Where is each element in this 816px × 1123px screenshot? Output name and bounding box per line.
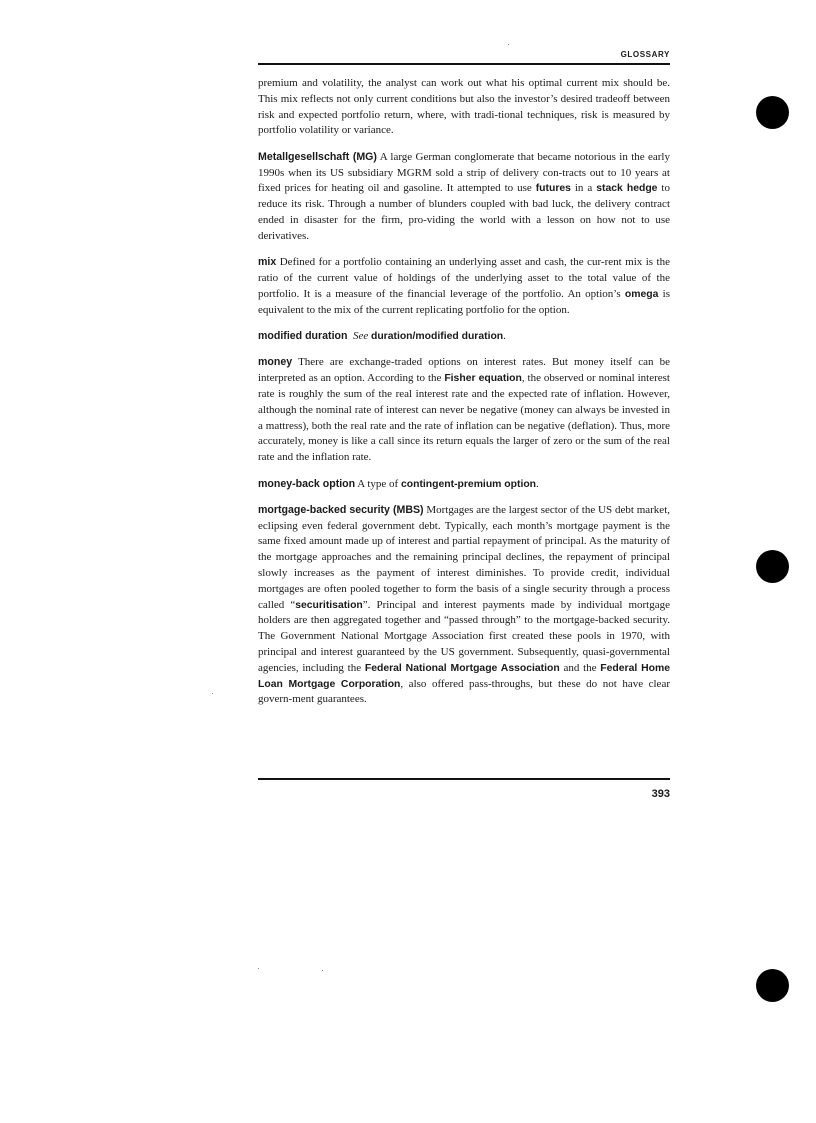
entry-text: A type of bbox=[355, 477, 401, 490]
binder-hole-top bbox=[756, 96, 789, 129]
entry-text: Mortgages are the largest sector of the US debt market, eclipsing even federal government debt. Typically, each month’s mortgage payment is the same fixed amount made up of interest and partial repayment of principal. As the maturity of the mortgage approaches and the remaining principal declines, the repayment of principal slowly increases as the payment of interest diminishes. To provide credit, individual mortgages are often pooled together to form the basis of a single security through a process called “ bbox=[258, 503, 670, 611]
entry-text: premium and volatility, the analyst can work out what his optimal current mix should be. This mix reflects not only current conditions but also the investor’s desired tradeoff between risk and expected portfolio return, where, with tradi-tional techniques, risk is measured by portfolio volatility or variance. bbox=[258, 77, 670, 137]
entry-text: Defined for a portfolio containing an underlying asset and cash, the cur-rent mix is the ratio of the current value of holdings of the underlying asset to the total value of the portfolio. It is a measure of the financial leverage of the portfolio. An option’s bbox=[258, 256, 670, 300]
entry-term: mix bbox=[258, 256, 277, 269]
cross-reference: contingent-premium option bbox=[400, 478, 537, 490]
entry-text: There are exchange-traded options on interest rates. But money itself can be interpreted as an option. According to the bbox=[258, 356, 670, 385]
glossary-entry-metallgesellschaft bbox=[258, 150, 670, 245]
scan-speck bbox=[212, 693, 213, 694]
see-label: See bbox=[352, 329, 369, 342]
binder-hole-middle bbox=[756, 550, 789, 583]
entry-text: , also offered pass-throughs, but these do not have clear govern-ment guarantees. bbox=[258, 677, 670, 706]
entry-text: . bbox=[503, 329, 506, 342]
glossary-body bbox=[258, 76, 670, 719]
cross-reference: omega bbox=[624, 288, 659, 300]
cross-reference: Federal National Mortgage Association bbox=[364, 662, 560, 674]
entry-term: mortgage-backed security (MBS) bbox=[258, 503, 424, 516]
footer-rule bbox=[258, 778, 670, 780]
entry-text: A large German conglomerate that became notorious in the early 1990s when its US subsidiary MGRM sold a strip of delivery con-tracts out to 10 years at fixed prices for heating oil and gasoline. It attempted to use bbox=[258, 150, 670, 195]
cross-reference: Fisher equation bbox=[444, 373, 522, 385]
glossary-entry-money bbox=[258, 355, 670, 466]
scan-speck bbox=[322, 970, 323, 971]
scan-speck bbox=[508, 44, 509, 45]
glossary-entry-modified-duration bbox=[258, 329, 670, 345]
cross-reference: duration/modified duration bbox=[370, 330, 504, 342]
entry-text: , the observed or nominal interest rate is roughly the sum of the real interest rate and the expected rate of inflation. However, although the nominal rate of interest can never be negative (money can always be invested in a mattress), both the real rate and the rate of inflation can be negative (deflation). Thus, more accurately, money is like a call since its return equals the larger of zero or the sum of the real rate and the inflation rate. bbox=[258, 372, 670, 464]
entry-term: Metallgesellschaft (MG) bbox=[258, 150, 377, 163]
glossary-entry-mix bbox=[258, 255, 670, 318]
page-number: 393 bbox=[651, 788, 670, 800]
glossary-entry-continuation bbox=[258, 76, 670, 139]
cross-reference: stack hedge bbox=[596, 183, 658, 195]
entry-text: to reduce its risk. Through a number of blunders coupled with bad luck, the delivery contract ended in disaster for the firm, pro-viding the world with a lesson on how not to use derivatives. bbox=[258, 182, 670, 242]
cross-reference: securitisation bbox=[295, 599, 363, 611]
entry-text: and the bbox=[559, 661, 601, 674]
entry-term: money-back option bbox=[258, 477, 356, 490]
running-head: GLOSSARY bbox=[620, 50, 670, 59]
entry-text: ”. Principal and interest payments made by individual mortgage holders are then aggregated together and “passed through” to the mortgage-backed security. The Government National Mortgage Association first created these pools in 1970, with principal and interest guaranteed by the US government. Subsequently, quasi-governmental agencies, including the bbox=[258, 598, 670, 674]
entry-term: money bbox=[258, 356, 293, 369]
cross-reference: Federal Home Loan Mortgage Corporation bbox=[258, 662, 670, 690]
header-rule bbox=[258, 63, 670, 65]
entry-text: is equivalent to the mix of the current replicating portfolio for the option. bbox=[258, 287, 671, 316]
scan-speck bbox=[258, 968, 259, 969]
cross-reference: futures bbox=[535, 183, 571, 195]
binder-hole-bottom bbox=[756, 969, 789, 1002]
entry-text: in a bbox=[570, 182, 597, 195]
glossary-entry-mortgage-backed-security bbox=[258, 503, 670, 708]
entry-text: . bbox=[536, 477, 539, 490]
glossary-entry-money-back-option bbox=[258, 477, 670, 493]
entry-term: modified duration bbox=[258, 329, 348, 342]
